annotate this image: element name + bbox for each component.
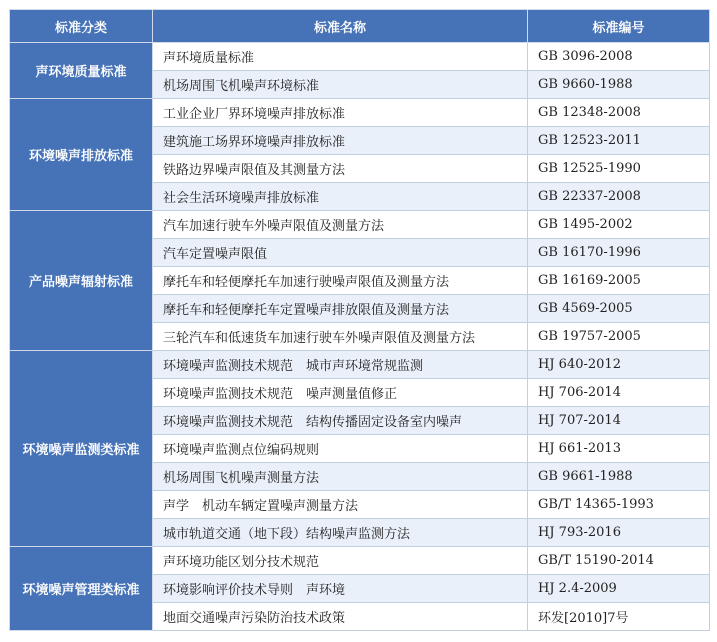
category-cell: 环境噪声排放标准 — [10, 99, 153, 211]
standard-code-cell: GB 19757-2005 — [528, 323, 710, 351]
header-standard-name: 标准名称 — [153, 10, 528, 43]
standard-code-cell: GB 22337-2008 — [528, 183, 710, 211]
standard-name-cell: 铁路边界噪声限值及其测量方法 — [153, 155, 528, 183]
standard-code-cell: GB/T 15190-2014 — [528, 547, 710, 575]
standard-name-cell: 声学 机动车辆定置噪声测量方法 — [153, 491, 528, 519]
standard-name-cell: 声环境质量标准 — [153, 43, 528, 71]
noise-standards-table — [9, 9, 710, 631]
standard-name-cell: 三轮汽车和低速货车加速行驶车外噪声限值及测量方法 — [153, 323, 528, 351]
table-row — [10, 351, 710, 379]
standard-code-cell: HJ 640-2012 — [528, 351, 710, 379]
standard-code-cell: GB 12348-2008 — [528, 99, 710, 127]
standard-code-cell: GB 9661-1988 — [528, 463, 710, 491]
standard-name-cell: 汽车加速行驶车外噪声限值及测量方法 — [153, 211, 528, 239]
standard-code-cell: GB 4569-2005 — [528, 295, 710, 323]
header-row — [10, 10, 710, 43]
standard-code-cell: HJ 707-2014 — [528, 407, 710, 435]
standard-name-cell: 机场周围飞机噪声环境标准 — [153, 71, 528, 99]
standard-name-cell: 工业企业厂界环境噪声排放标准 — [153, 99, 528, 127]
header-standard-code: 标准编号 — [528, 10, 710, 43]
standard-name-cell: 建筑施工场界环境噪声排放标准 — [153, 127, 528, 155]
standard-name-cell: 环境噪声监测技术规范 结构传播固定设备室内噪声 — [153, 407, 528, 435]
standard-name-cell: 环境噪声监测点位编码规则 — [153, 435, 528, 463]
standard-code-cell: GB 12525-1990 — [528, 155, 710, 183]
standard-code-cell: HJ 793-2016 — [528, 519, 710, 547]
standard-name-cell: 环境噪声监测技术规范 城市声环境常规监测 — [153, 351, 528, 379]
standard-code-cell: GB 12523-2011 — [528, 127, 710, 155]
category-cell: 声环境质量标准 — [10, 43, 153, 99]
header-category: 标准分类 — [10, 10, 153, 43]
standard-name-cell: 声环境功能区划分技术规范 — [153, 547, 528, 575]
standard-code-cell: GB 3096-2008 — [528, 43, 710, 71]
standard-code-cell: HJ 661-2013 — [528, 435, 710, 463]
table-row — [10, 99, 710, 127]
category-cell: 环境噪声监测类标准 — [10, 351, 153, 547]
standard-code-cell: HJ 706-2014 — [528, 379, 710, 407]
standard-name-cell: 机场周围飞机噪声测量方法 — [153, 463, 528, 491]
table-row — [10, 43, 710, 71]
standard-code-cell: GB 9660-1988 — [528, 71, 710, 99]
table-row — [10, 211, 710, 239]
table-header — [10, 10, 710, 43]
standards-table-container — [9, 9, 709, 631]
standard-code-cell: GB 16170-1996 — [528, 239, 710, 267]
table-row — [10, 547, 710, 575]
standard-name-cell: 摩托车和轻便摩托车加速行驶噪声限值及测量方法 — [153, 267, 528, 295]
standard-name-cell: 环境影响评价技术导则 声环境 — [153, 575, 528, 603]
category-cell: 环境噪声管理类标准 — [10, 547, 153, 631]
standard-name-cell: 社会生活环境噪声排放标准 — [153, 183, 528, 211]
standard-code-cell: 环发[2010]7号 — [528, 603, 710, 631]
category-cell: 产品噪声辐射标准 — [10, 211, 153, 351]
standard-name-cell: 摩托车和轻便摩托车定置噪声排放限值及测量方法 — [153, 295, 528, 323]
standard-name-cell: 环境噪声监测技术规范 噪声测量值修正 — [153, 379, 528, 407]
standard-code-cell: HJ 2.4-2009 — [528, 575, 710, 603]
standard-code-cell: GB/T 14365-1993 — [528, 491, 710, 519]
standard-code-cell: GB 16169-2005 — [528, 267, 710, 295]
standard-name-cell: 城市轨道交通（地下段）结构噪声监测方法 — [153, 519, 528, 547]
standard-name-cell: 汽车定置噪声限值 — [153, 239, 528, 267]
standard-code-cell: GB 1495-2002 — [528, 211, 710, 239]
standard-name-cell: 地面交通噪声污染防治技术政策 — [153, 603, 528, 631]
table-body — [10, 43, 710, 631]
